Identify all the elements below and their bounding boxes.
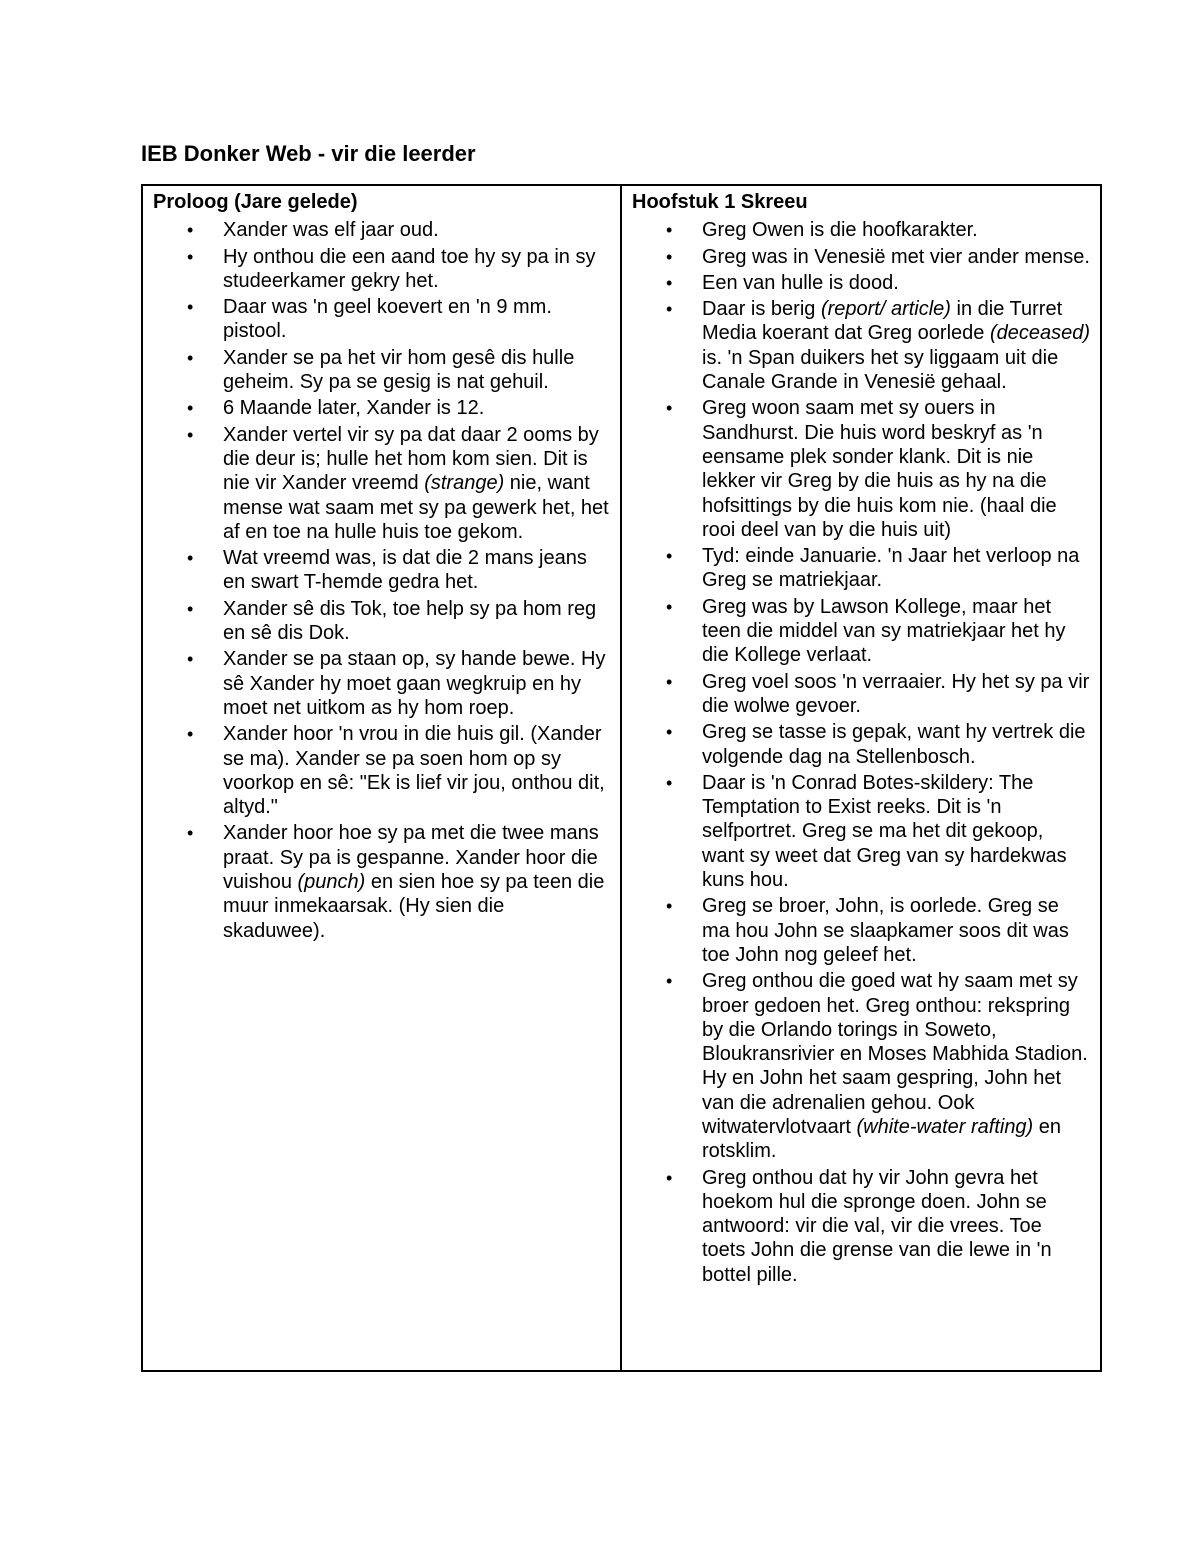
- item-text: en rotsklim.: [702, 1115, 1062, 1163]
- list-item: [153, 245, 610, 294]
- prologue-column: [142, 185, 621, 1371]
- list-item: [153, 597, 610, 646]
- item-text: Xander se pa het vir hom gesê dis hulle geheim. Sy pa se gesig is nat gehuil.: [223, 346, 575, 394]
- list-item: [632, 218, 1090, 242]
- list-item: [153, 722, 610, 819]
- list-item: [632, 544, 1090, 593]
- bullet-list: [632, 218, 1090, 1287]
- column-heading: Hoofstuk 1 Skreeu: [632, 191, 808, 213]
- list-item: [153, 295, 610, 344]
- list-item: [632, 297, 1090, 394]
- item-text: Hy onthou die een aand toe hy sy pa in sy studeerkamer gekry het.: [223, 245, 596, 292]
- list-item: [632, 595, 1090, 668]
- list-item: [153, 546, 610, 595]
- list-item: [632, 245, 1090, 269]
- summary-table: [141, 184, 1102, 1372]
- list-item: [632, 894, 1090, 967]
- column-heading: Proloog (Jare gelede): [153, 191, 358, 213]
- item-text: Daar is berig: [702, 298, 821, 321]
- item-text: 6 Maande later, Xander is 12.: [223, 397, 485, 420]
- english-gloss: (punch): [297, 871, 366, 894]
- item-text: Greg was in Venesië met vier ander mense.: [702, 245, 1090, 268]
- bullet-list: [153, 218, 610, 943]
- item-text: Greg onthou die goed wat hy saam met sy broer gedoen het. Greg onthou: rekspring by die Orlando torings in Soweto, Bloukransrivier en Moses Mabhida Stadion. Hy en John het saam gespring, John het van die adrenalien gehou. Ook witwatervlotvaart: [702, 970, 1088, 1138]
- item-text: nie, want mense wat saam met sy pa gewerk het, het af en toe na hulle huis toe gekom.: [223, 472, 609, 543]
- list-item: [153, 647, 610, 720]
- item-text: Xander was elf jaar oud.: [223, 219, 439, 242]
- list-item: [153, 346, 610, 395]
- item-text: Xander hoor 'n vrou in die huis gil. (Xander se ma). Xander se pa soen hom op sy voorkop en sê: "Ek is lief vir jou, onthou dit, altyd.": [223, 723, 605, 819]
- item-text: Daar is 'n Conrad Botes-skildery: The Temptation to Exist reeks. Dit is 'n selfportret. Greg se ma het dit gekoop, want sy weet dat Greg van sy hardekwas kuns hou.: [702, 771, 1067, 892]
- item-text: Xander se pa staan op, sy hande bewe. Hy sê Xander hy moet gaan wegkruip en hy moet net uitkom as hy hom roep.: [223, 648, 606, 719]
- item-text: Wat vreemd was, is dat die 2 mans jeans en swart T-hemde gedra het.: [223, 547, 587, 594]
- page-title: IEB Donker Web - vir die leerder: [141, 141, 476, 166]
- list-item: [632, 969, 1090, 1163]
- english-gloss: (strange): [424, 472, 505, 495]
- list-item: [632, 670, 1090, 719]
- table-row: [142, 185, 1101, 1371]
- item-text: in die Turret Media koerant dat Greg oorlede: [702, 298, 1063, 345]
- list-item: [632, 720, 1090, 769]
- list-item: [153, 218, 610, 242]
- list-item: [632, 271, 1090, 295]
- english-gloss: (report/ article): [820, 298, 951, 321]
- item-text: Daar was 'n geel koevert en 'n 9 mm. pistool.: [223, 296, 552, 343]
- item-text: Greg Owen is die hoofkarakter.: [702, 219, 978, 242]
- english-gloss: (deceased): [989, 322, 1091, 345]
- list-item: [632, 396, 1090, 542]
- item-text: Xander vertel vir sy pa dat daar 2 ooms by die deur is; hulle het hom kom sien. Dit is nie vir Xander vreemd: [223, 423, 599, 495]
- item-text: Xander sê dis Tok, toe help sy pa hom reg en sê dis Dok.: [223, 597, 597, 645]
- list-item: [153, 821, 610, 942]
- item-text: Xander hoor hoe sy pa met die twee mans praat. Sy pa is gespanne. Xander hoor die vuishou: [223, 822, 599, 894]
- item-text: is. 'n Span duikers het sy liggaam uit die Canale Grande in Venesië gehaal.: [702, 346, 1059, 394]
- list-item: [153, 423, 610, 544]
- item-text: Greg onthou dat hy vir John gevra het hoekom hul die spronge doen. John se antwoord: vir die val, vir die vrees. Toe toets John die grense van die lewe in 'n bottel pille.: [702, 1166, 1052, 1286]
- item-text: Greg se tasse is gepak, want hy vertrek die volgende dag na Stellenbosch.: [702, 721, 1086, 768]
- list-item: [153, 396, 610, 420]
- item-text: Greg was by Lawson Kollege, maar het teen die middel van sy matriekjaar het hy die Kollege verlaat.: [702, 595, 1066, 667]
- item-text: Een van hulle is dood.: [702, 271, 899, 294]
- chapter-1-column: [621, 185, 1101, 1371]
- list-item: [632, 771, 1090, 892]
- item-text: Greg voel soos 'n verraaier. Hy het sy pa vir die wolwe gevoer.: [702, 670, 1090, 717]
- english-gloss: (white-water rafting): [856, 1115, 1034, 1138]
- item-text: en sien hoe sy pa teen die muur inmekaarsak. (Hy sien die skaduwee).: [223, 871, 605, 942]
- list-item: [632, 1166, 1090, 1287]
- item-text: Greg woon saam met sy ouers in Sandhurst. Die huis word beskryf as 'n eensame plek sonder klank. Dit is nie lekker vir Greg by die huis as hy na die hofsittings by die huis kom nie. (haal die rooi deel van by die huis uit): [702, 397, 1057, 541]
- item-text: Tyd: einde Januarie. 'n Jaar het verloop na Greg se matriekjaar.: [702, 545, 1080, 592]
- item-text: Greg se broer, John, is oorlede. Greg se ma hou John se slaapkamer soos dit was toe John nog geleef het.: [702, 895, 1069, 966]
